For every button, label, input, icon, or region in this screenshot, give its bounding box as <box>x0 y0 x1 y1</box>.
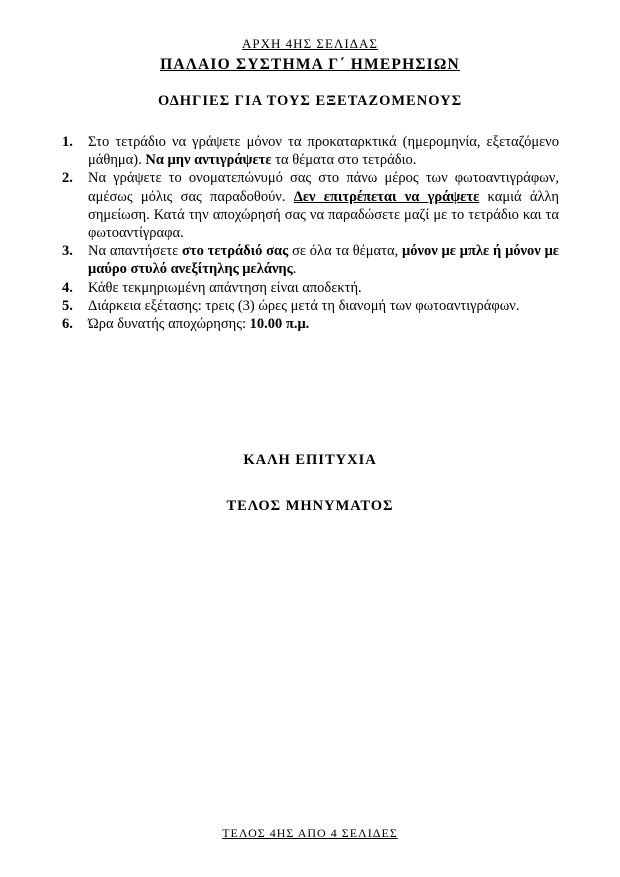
instruction-text-run: Διάρκεια εξέτασης: τρεις (3) ώρες μετά τη διανομή των φωτοαντιγράφων. <box>88 297 520 314</box>
instruction-number: 5. <box>62 297 73 314</box>
instruction-item-3 <box>62 242 559 278</box>
instruction-text-run: Να απαντήσετε <box>88 243 183 260</box>
instruction-item-4 <box>62 279 559 297</box>
instruction-item-1 <box>62 133 559 169</box>
instruction-text-run: . <box>292 261 297 278</box>
instruction-number: 1. <box>62 134 73 150</box>
instruction-text-run: μόνον με μπλε ή μόνον με μαύρο στυλό ανεξίτηλης μελάνης <box>88 243 559 278</box>
instruction-text-run: 10.00 π.μ. <box>249 316 310 333</box>
instruction-text-run: τα θέματα στο τετράδιο. <box>271 152 417 169</box>
instruction-text-run: Να μην αντιγράψετε <box>145 152 272 169</box>
instruction-text-run: Να γράψετε το ονοματεπώνυμό σας στο πάνω μέρος των φωτοαντιγράφων, αμέσως μόλις σας παραδοθούν. <box>88 170 559 205</box>
instruction-text-run: στο τετράδιό σας <box>182 243 289 260</box>
instruction-text-run: σε όλα τα θέματα, <box>288 243 403 260</box>
instructions-heading: ΟΔΗΓΙΕΣ ΓΙΑ ΤΟΥΣ ΕΞΕΤΑΖΟΜΕΝΟΥΣ <box>157 93 463 109</box>
instruction-number: 2. <box>62 170 73 187</box>
instructions-list <box>62 133 559 333</box>
instruction-text-run: καμιά άλλη σημείωση. Κατά την αποχώρησή σας να παραδώσετε μαζί με το τετράδιο και τα φωτοαντίγραφα. <box>88 188 559 242</box>
document-title: ΠΑΛΑΙΟ ΣΥΣΤΗΜΑ Γ΄ ΗΜΕΡΗΣΙΩΝ <box>160 56 460 73</box>
good-luck-text: ΚΑΛΗ ΕΠΙΤΥΧΙΑ <box>243 452 377 468</box>
instruction-item-6 <box>62 315 559 333</box>
page-start-marker: ΑΡΧΗ 4ΗΣ ΣΕΛΙΔΑΣ <box>242 36 378 51</box>
instruction-text-run: Δεν επιτρέπεται να γράψετε <box>293 188 480 205</box>
instruction-number: 4. <box>62 279 73 296</box>
end-of-message-text: ΤΕΛΟΣ ΜΗΝΥΜΑΤΟΣ <box>226 498 394 514</box>
instruction-text-run: Στο τετράδιο να γράψετε μόνον τα προκαταρκτικά (ημερομηνία, εξεταζόμενο μάθημα). <box>88 134 559 169</box>
page-end-marker: ΤΕΛΟΣ 4ΗΣ ΑΠΟ 4 ΣΕΛΙΔΕΣ <box>222 826 398 840</box>
instruction-number: 6. <box>62 316 73 333</box>
instruction-text-run: Ώρα δυνατής αποχώρησης: <box>88 316 250 333</box>
instruction-text-run: Κάθε τεκμηριωμένη απάντηση είναι αποδεκτή. <box>88 279 362 296</box>
instruction-item-5 <box>62 297 559 315</box>
instruction-number: 3. <box>62 243 73 260</box>
instruction-item-2 <box>62 169 559 242</box>
